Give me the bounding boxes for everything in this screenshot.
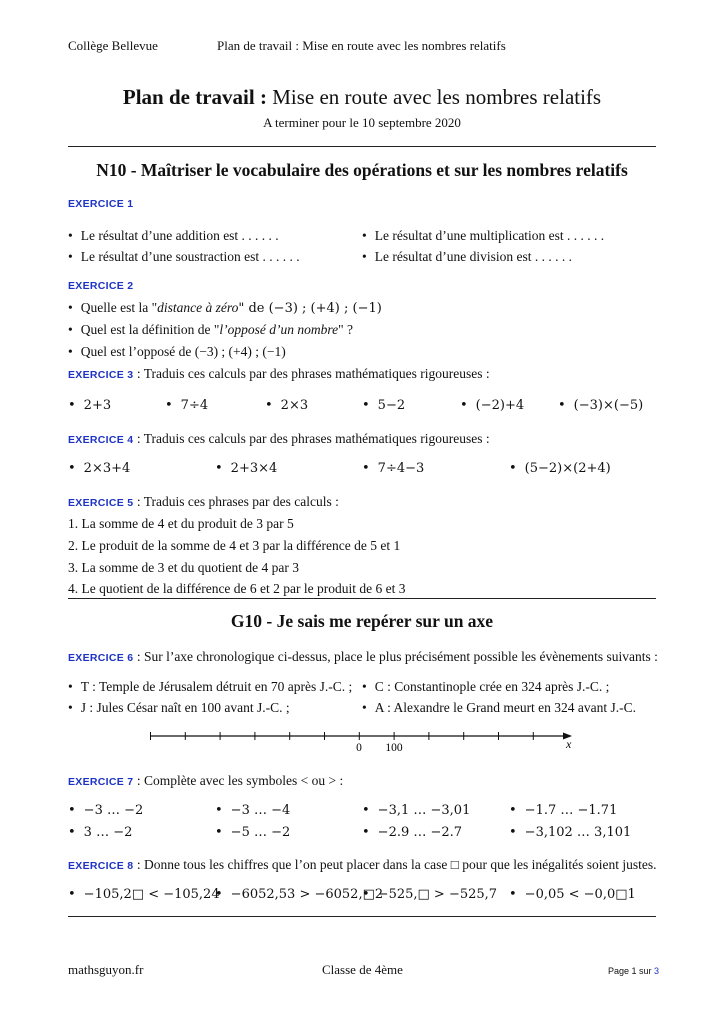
- ex5-item: 1. La somme de 4 et du produit de 3 par 5: [68, 516, 294, 531]
- ex3-item: • 5−2: [362, 398, 405, 413]
- ex5-item: 2. Le produit de la somme de 4 et 3 par la différence de 5 et 1: [68, 538, 401, 553]
- ex3-item: • (−3)×(−5): [558, 398, 643, 413]
- ex3-item: • 2+3: [68, 398, 111, 413]
- ex7-item: • −3 … −4: [215, 803, 290, 818]
- header-running-title: Plan de travail : Mise en route avec les nombres relatifs: [217, 38, 506, 53]
- ex3-heading: EXERCICE 3 : Traduis ces calculs par des phrases mathématiques rigoureuses :: [68, 366, 490, 381]
- ex5-item: 4. Le quotient de la différence de 6 et 2 par le produit de 6 et 3: [68, 581, 406, 596]
- divider: [68, 598, 656, 599]
- ex8-item: • −6052,53 > −6052,□2: [215, 887, 383, 902]
- footer-page-number: Page 1 sur 3: [608, 966, 660, 976]
- ex3-item: • (−2)+4: [460, 398, 524, 413]
- ex4-heading: EXERCICE 4 : Traduis ces calculs par des phrases mathématiques rigoureuses :: [68, 431, 490, 446]
- ex2-question-3: • Quel est l’opposé de (−3) ; (+4) ; (−1): [68, 344, 286, 360]
- section-title-g10: G10 - Je sais me repérer sur un axe: [230, 611, 494, 631]
- divider: [68, 916, 656, 917]
- ex6-item: • J : Jules César naît en 100 avant J.-C. ;: [68, 700, 290, 716]
- ex1-item: • Le résultat d’une soustraction est . . . . . .: [68, 249, 300, 265]
- ex8-item: • −525,□ > −525,7: [362, 887, 497, 902]
- ex7-item: • −3,102 … 3,101: [509, 825, 631, 840]
- ex2-label: EXERCICE 2: [68, 280, 134, 292]
- ex6-item: • A : Alexandre le Grand meurt en 324 avant J.-C.: [362, 700, 636, 716]
- ex4-item: • 2+3×4: [215, 461, 277, 476]
- ex7-item: • −5 … −2: [215, 825, 290, 840]
- ex5-heading: EXERCICE 5 : Traduis ces phrases par des calculs :: [68, 494, 339, 509]
- ex4-item: • 2×3+4: [68, 461, 130, 476]
- ex8-item: • −105,2□ < −105,24: [68, 887, 220, 902]
- axis-label-x: x: [566, 737, 572, 751]
- footer-site: mathsguyon.fr: [68, 962, 144, 977]
- section-title-n10: N10 - Maîtriser le vocabulaire des opérations et sur les nombres relatifs: [96, 160, 628, 180]
- ex6-heading: EXERCICE 6 : Sur l’axe chronologique ci-dessus, place le plus précisément possible les évènements suivants :: [68, 649, 658, 664]
- ex3-item: • 2×3: [265, 398, 308, 413]
- number-axis: [150, 726, 590, 756]
- ex2-question-2: • Quel est la définition de "l’opposé d’un nombre" ?: [68, 322, 353, 338]
- axis-label-100: 100: [385, 742, 403, 754]
- divider: [68, 146, 656, 147]
- ex1-item: • Le résultat d’une addition est . . . . . .: [68, 228, 279, 244]
- ex7-item: • 3 … −2: [68, 825, 132, 840]
- title-bold: Plan de travail :: [122, 85, 267, 109]
- ex1-label: EXERCICE 1: [68, 198, 134, 210]
- header-school: Collège Bellevue: [68, 38, 158, 53]
- ex1-item: • Le résultat d’une division est . . . . . .: [362, 249, 572, 265]
- ex7-item: • −3,1 … −3,01: [362, 803, 470, 818]
- page-title: [0, 85, 724, 110]
- title-rest: Mise en route avec les nombres relatifs: [272, 85, 602, 109]
- ex6-item: • C : Constantinople crée en 324 après J.-C. ;: [362, 679, 609, 695]
- ex6-item: • T : Temple de Jérusalem détruit en 70 après J.-C. ;: [68, 679, 352, 695]
- ex5-item: 3. La somme de 3 et du quotient de 4 par 3: [68, 560, 299, 575]
- ex8-heading: EXERCICE 8 : Donne tous les chiffres que l’on peut placer dans la case □ pour que les inégalités soient justes.: [68, 857, 657, 872]
- axis-label-zero: 0: [356, 742, 362, 754]
- ex7-heading: EXERCICE 7 : Complète avec les symboles < ou > :: [68, 773, 344, 788]
- ex4-item: • (5−2)×(2+4): [509, 461, 611, 476]
- ex2-question-1: • Quelle est la "distance à zéro" de (−3) ; (+4) ; (−1): [68, 300, 382, 316]
- ex8-item: • −0,05 < −0,0□1: [509, 887, 636, 902]
- ex3-item: • 7÷4: [165, 398, 208, 413]
- ex7-item: • −2.9 … −2.7: [362, 825, 462, 840]
- page-subtitle: A terminer pour le 10 septembre 2020: [263, 115, 461, 130]
- footer-class: Classe de 4ème: [322, 962, 403, 977]
- ex1-item: • Le résultat d’une multiplication est . . . . . .: [362, 228, 604, 244]
- ex7-item: • −3 … −2: [68, 803, 143, 818]
- ex7-item: • −1.7 … −1.71: [509, 803, 617, 818]
- ex4-item: • 7÷4−3: [362, 461, 424, 476]
